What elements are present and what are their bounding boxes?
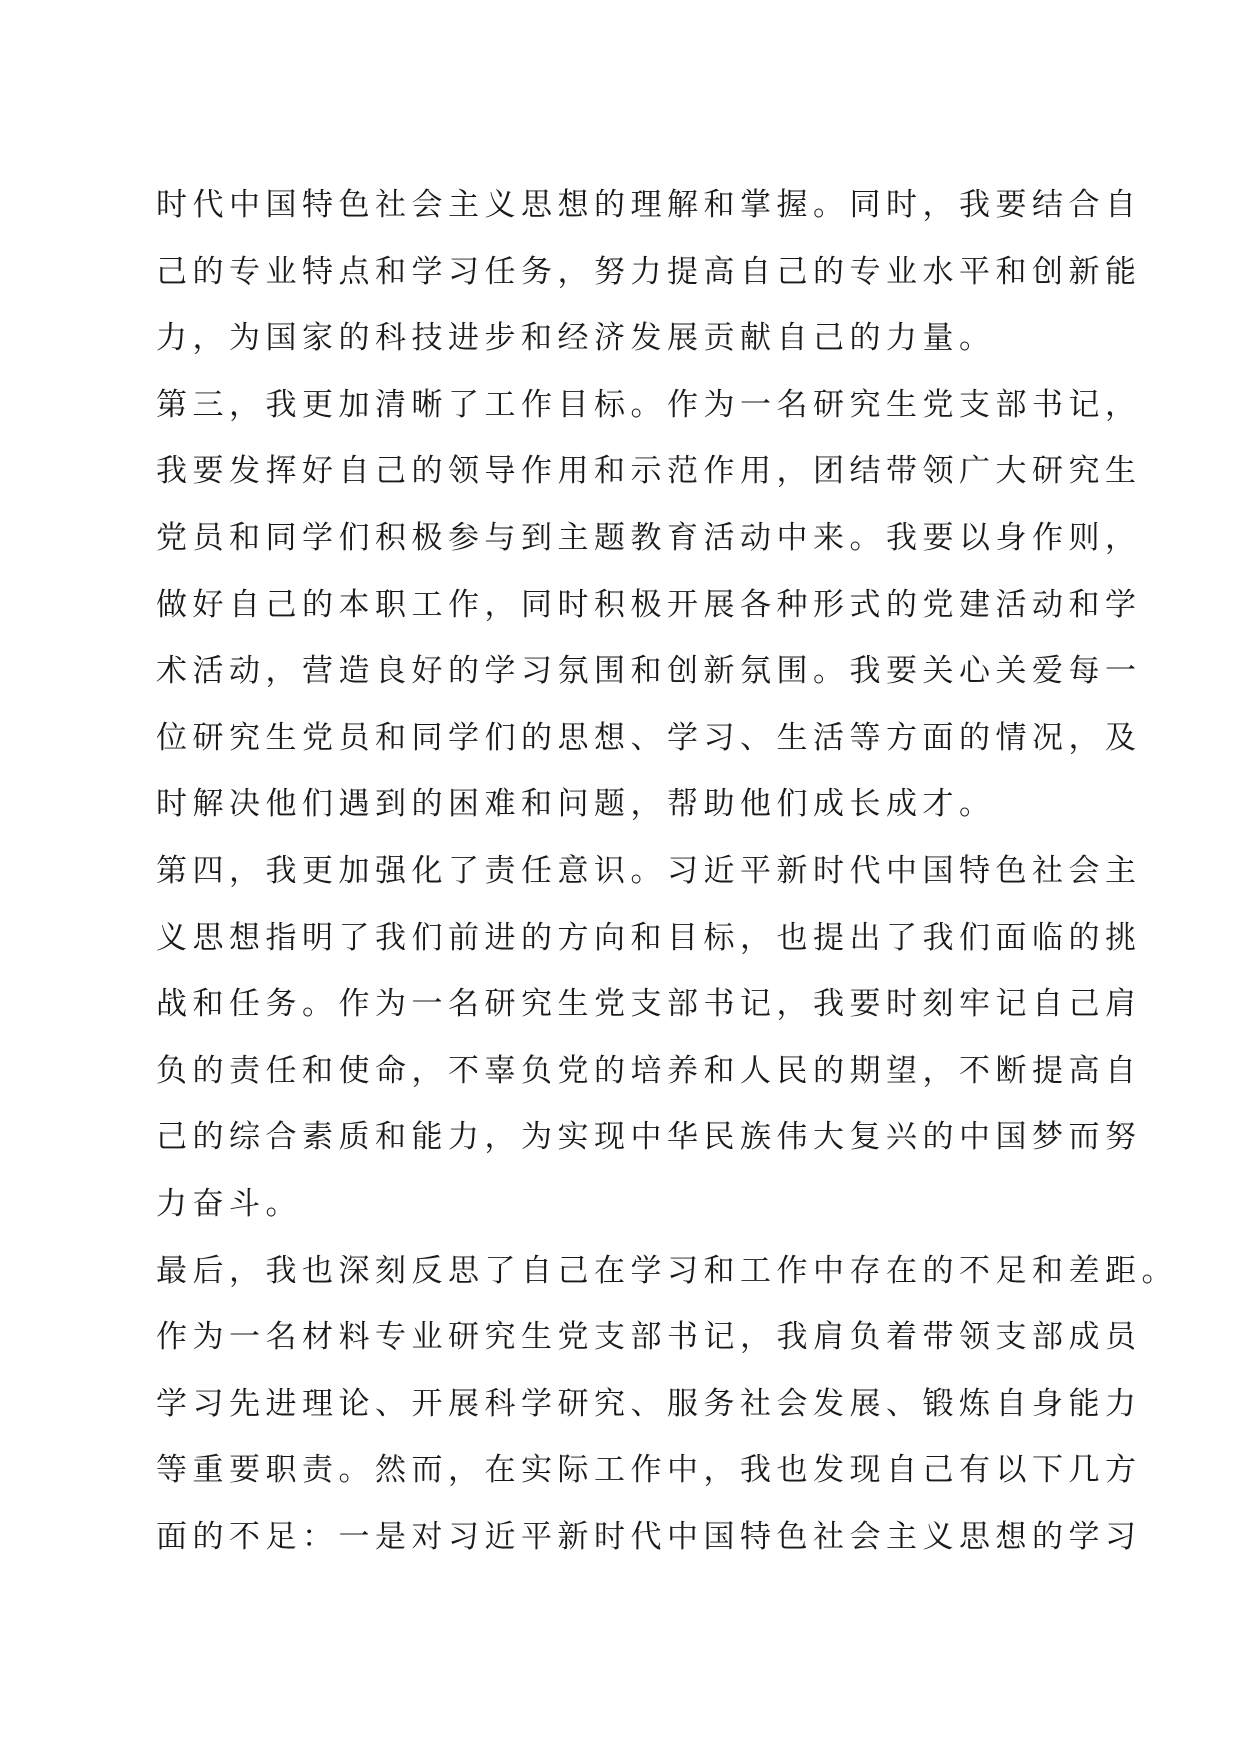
text-line: 己的综合素质和能力，为实现中华民族伟大复兴的中国梦而努 (156, 1119, 1142, 1156)
text-line: 作为一名材料专业研究生党支部书记，我肩负着带领支部成员 (156, 1319, 1142, 1356)
text-line: 负的责任和使命，不辜负党的培养和人民的期望，不断提高自 (156, 1052, 1142, 1089)
text-line: 己的专业特点和学习任务，努力提高自己的专业水平和创新能 (156, 253, 1142, 290)
text-line: 战和任务。作为一名研究生党支部书记，我要时刻牢记自己肩 (156, 986, 1142, 1023)
text-line: 做好自己的本职工作，同时积极开展各种形式的党建活动和学 (156, 586, 1142, 623)
text-line: 党员和同学们积极参与到主题教育活动中来。我要以身作则， (156, 519, 1142, 556)
text-line: 第三，我更加清晰了工作目标。作为一名研究生党支部书记， (156, 386, 1142, 423)
text-line: 位研究生党员和同学们的思想、学习、生活等方面的情况，及 (156, 719, 1142, 756)
text-line: 第四，我更加强化了责任意识。习近平新时代中国特色社会主 (156, 852, 1142, 889)
text-line: 义思想指明了我们前进的方向和目标，也提出了我们面临的挑 (156, 919, 1142, 956)
text-line: 时解决他们遇到的困难和问题，帮助他们成长成才。 (156, 786, 996, 823)
text-line: 力奋斗。 (156, 1185, 302, 1222)
text-line: 面的不足：一是对习近平新时代中国特色社会主义思想的学习 (156, 1518, 1142, 1555)
text-line: 力，为国家的科技进步和经济发展贡献自己的力量。 (156, 320, 996, 357)
text-line: 等重要职责。然而，在实际工作中，我也发现自己有以下几方 (156, 1452, 1142, 1489)
text-line: 术活动，营造良好的学习氛围和创新氛围。我要关心关爱每一 (156, 653, 1142, 690)
text-line: 我要发挥好自己的领导作用和示范作用，团结带领广大研究生 (156, 453, 1142, 490)
body-text (156, 172, 1178, 1570)
text-line: 时代中国特色社会主义思想的理解和掌握。同时，我要结合自 (156, 187, 1142, 223)
text-line: 最后，我也深刻反思了自己在学习和工作中存在的不足和差距。 (156, 1252, 1178, 1289)
text-line: 学习先进理论、开展科学研究、服务社会发展、锻炼自身能力 (156, 1385, 1142, 1422)
